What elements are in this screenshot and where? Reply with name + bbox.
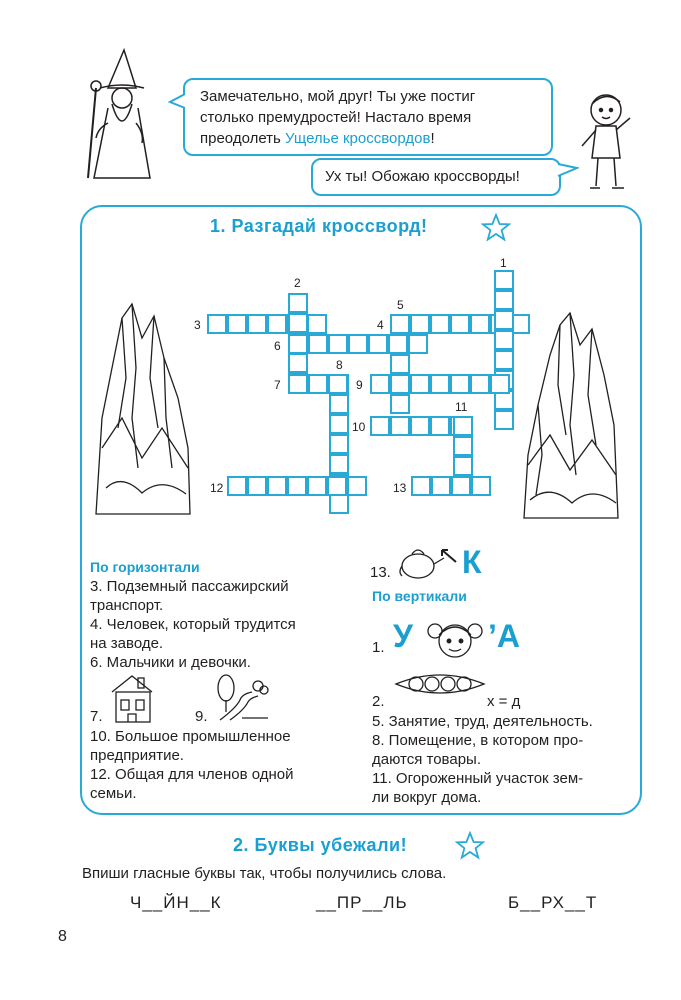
horizontal-heading: По горизонтали bbox=[90, 559, 200, 575]
page-number: 8 bbox=[58, 928, 67, 945]
clue-2-label: 2. bbox=[372, 693, 385, 710]
clue-12-line-2: семьи. bbox=[90, 785, 137, 802]
clue-1-letter-a: ’А bbox=[488, 618, 520, 654]
bubble-tail-right bbox=[557, 160, 579, 185]
clue-1-label: 1. bbox=[372, 639, 385, 656]
word-1: Ч__ЙН__К bbox=[130, 893, 222, 912]
clue-10-line-2: предприятие. bbox=[90, 747, 184, 764]
crossword-number-5: 5 bbox=[397, 298, 404, 312]
mountain-illustration-left bbox=[92, 298, 192, 516]
word-2: __ПР__ЛЬ bbox=[316, 893, 408, 912]
boy-text: Ух ты! Обожаю кроссворды! bbox=[325, 168, 520, 185]
clue-12-line-1: 12. Общая для членов одной bbox=[90, 766, 294, 783]
word-3: Б__РХ__Т bbox=[508, 893, 598, 912]
boy-illustration bbox=[578, 88, 640, 192]
vertical-heading: По вертикали bbox=[372, 588, 467, 604]
task-1-title: 1. Разгадай кроссворд! bbox=[210, 216, 428, 236]
wizard-line-2: столько премудростей! Настало время bbox=[200, 109, 472, 126]
clue-3-line-1: 3. Подземный пассажирский bbox=[90, 578, 289, 595]
clue-1-letter-u: У bbox=[393, 618, 413, 654]
wizard-line-3-prefix: преодолеть bbox=[200, 130, 286, 147]
clue-5: 5. Занятие, труд, деятельность. bbox=[372, 713, 593, 730]
garden-path-icon bbox=[212, 672, 270, 727]
task-2-title: 2. Буквы убежали! bbox=[233, 835, 408, 855]
crossword-number-11: 11 bbox=[455, 400, 468, 414]
clue-8-line-1: 8. Помещение, в котором про- bbox=[372, 732, 584, 749]
crossword-number-7: 7 bbox=[274, 378, 281, 392]
wizard-illustration bbox=[78, 48, 168, 183]
crossword-number-6: 6 bbox=[274, 339, 281, 353]
clue-11-line-1: 11. Огороженный участок зем- bbox=[372, 770, 584, 787]
horizontal-clues bbox=[90, 558, 350, 672]
crossword-number-8: 8 bbox=[336, 358, 343, 372]
crossword-gorge-highlight: Ущелье кроссвордов bbox=[285, 130, 431, 147]
kettle-icon bbox=[398, 540, 460, 587]
crossword-number-9: 9 bbox=[356, 378, 363, 392]
clue-7-label: 7. bbox=[90, 708, 103, 725]
crossword-number-2: 2 bbox=[294, 276, 301, 290]
clue-13-label: 13. bbox=[370, 564, 391, 581]
crossword-number-10: 10 bbox=[352, 420, 366, 434]
clue-8-line-2: даются товары. bbox=[372, 751, 481, 768]
wizard-line-1: Замечательно, мой друг! Ты уже постиг bbox=[200, 88, 476, 105]
crossword-number-12: 12 bbox=[210, 481, 224, 495]
wizard-line-3 bbox=[200, 128, 475, 149]
boy-speech-bubble bbox=[311, 158, 561, 196]
star-icon bbox=[481, 213, 511, 248]
clue-3-line-2: транспорт. bbox=[90, 597, 164, 614]
clue-4-line-2: на заводе. bbox=[90, 635, 164, 652]
clue-10-line-1: 10. Большое промышленное bbox=[90, 728, 291, 745]
house-icon bbox=[106, 672, 160, 729]
clue-6: 6. Мальчики и девочки. bbox=[90, 654, 251, 671]
clue-4-line-1: 4. Человек, который трудится bbox=[90, 616, 296, 633]
clue-9-label: 9. bbox=[195, 708, 208, 725]
crossword-number-3: 3 bbox=[194, 318, 201, 332]
girl-face-icon bbox=[425, 615, 485, 668]
clue-13-letter: К bbox=[462, 544, 482, 580]
clue-2-rule: х = д bbox=[487, 693, 521, 710]
bubble-tail-left bbox=[168, 92, 188, 117]
horizontal-clues-continued bbox=[90, 727, 350, 803]
wizard-speech-bubble bbox=[183, 78, 553, 156]
wizard-line-3-suffix: ! bbox=[430, 130, 435, 147]
peas-pod-icon bbox=[392, 668, 488, 709]
vertical-clues-text bbox=[372, 712, 634, 807]
clue-11-line-2: ли вокруг дома. bbox=[372, 789, 482, 806]
star-icon-2 bbox=[455, 831, 485, 866]
task-2-instruction: Впиши гласные буквы так, чтобы получились слова. bbox=[82, 865, 447, 882]
crossword-number-13: 13 bbox=[393, 481, 407, 495]
mountain-illustration-right bbox=[520, 305, 622, 520]
crossword-number-1: 1 bbox=[500, 256, 507, 270]
crossword-number-4: 4 bbox=[377, 318, 384, 332]
